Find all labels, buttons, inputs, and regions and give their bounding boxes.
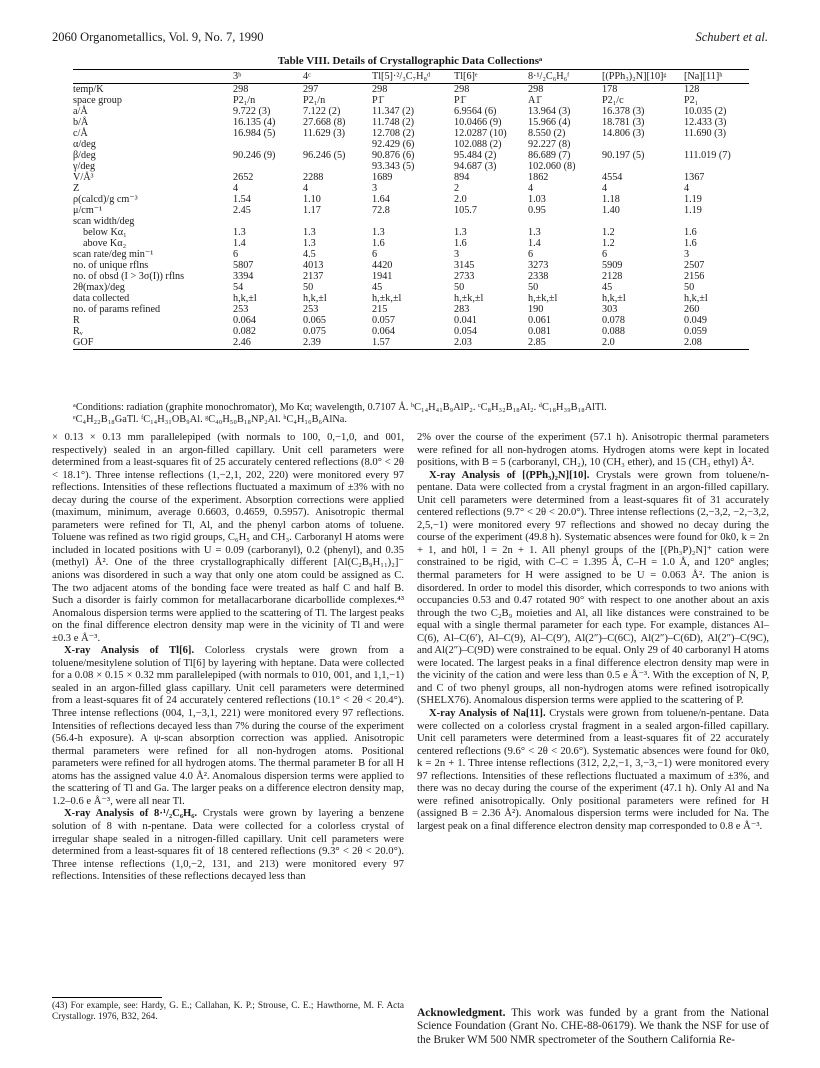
left-column <box>52 432 404 884</box>
table-cell: 1.03 <box>528 194 546 205</box>
table-cell: 303 <box>602 304 618 315</box>
table-cell: 16.378 (3) <box>602 106 645 117</box>
table-cell: 178 <box>602 84 618 95</box>
table-cell: h,k,±l <box>303 293 327 304</box>
table-cell <box>366 216 448 227</box>
table-cell: 190 <box>528 304 544 315</box>
table-cell: 3145 <box>454 260 475 271</box>
table-cell: 1.3 <box>303 238 316 249</box>
table-cell: 54 <box>233 282 244 293</box>
table-cell: 13.964 (3) <box>528 106 571 117</box>
table-cell <box>678 139 749 150</box>
table-cell: h,k,±l <box>233 293 257 304</box>
row-label: μ/cm⁻¹ <box>73 205 103 216</box>
table-cell: 50 <box>528 282 539 293</box>
table-cell: 1.4 <box>233 238 246 249</box>
table-cell: 10.0466 (9) <box>454 117 502 128</box>
table-cell: 0.049 <box>684 315 707 326</box>
row-label: GOF <box>73 337 227 350</box>
table-row <box>73 117 749 128</box>
table-cell: 1.54 <box>233 194 251 205</box>
table-cell <box>297 216 366 227</box>
table-cell: 0.075 <box>303 326 326 337</box>
table-cell: 93.343 (5) <box>372 161 415 172</box>
row-label: scan width/deg <box>73 216 135 227</box>
table-cell: 94.687 (3) <box>454 161 497 172</box>
table-cell: 90.246 (9) <box>233 150 276 161</box>
paragraph <box>417 708 769 833</box>
table-cell: 50 <box>684 282 695 293</box>
table-cell: 2.46 <box>227 337 297 350</box>
table-cell: 45 <box>372 282 383 293</box>
acknowledgment-heading: Acknowledgment. <box>417 1007 506 1019</box>
table-cell: 6.9564 (6) <box>454 106 497 117</box>
table-cell: 4554 <box>602 172 623 183</box>
table-cell: 2.45 <box>233 205 251 216</box>
table-cell: 1.57 <box>366 337 448 350</box>
table-row <box>73 293 749 304</box>
table-cell: 16.984 (5) <box>233 128 276 139</box>
table-cell: 4.5 <box>303 249 316 260</box>
table-cell: 298 <box>528 84 544 95</box>
table-cell: 0.081 <box>528 326 551 337</box>
table-row <box>73 161 749 172</box>
table-cell: 4 <box>684 183 690 194</box>
table-cell: 2.08 <box>678 337 749 350</box>
table-footnote-line: ᵉC₄H₂₂B₁₈GaTl. ᶠC₁₄H₃₁OB₉Al. ᵍC₄₀H₅₀B₁₈NP₂Al. ʰC₄H₁₆B₆AlNa. <box>73 414 347 425</box>
table-cell: 2.0 <box>454 194 467 205</box>
table-cell: 2 <box>454 183 460 194</box>
row-label: temp/K <box>73 84 104 95</box>
table-row <box>73 106 749 117</box>
section-heading: X-ray Analysis of [(PPh₃)₂N][10]. <box>429 469 590 481</box>
table-cell: 27.668 (8) <box>303 117 346 128</box>
table-cell: 2288 <box>303 172 324 183</box>
table-cell: 105.7 <box>454 205 477 216</box>
table-cell: 1862 <box>528 172 549 183</box>
row-label: Z <box>73 183 80 194</box>
table-cell <box>522 216 596 227</box>
paragraph <box>52 645 404 808</box>
table-cell: 298 <box>372 84 388 95</box>
table-cell: 102.060 (8) <box>528 161 576 172</box>
table-cell: 1.3 <box>454 227 467 238</box>
table-cell: 894 <box>454 172 470 183</box>
table-cell: 1.18 <box>602 194 620 205</box>
table-cell: 95.484 (2) <box>454 150 497 161</box>
reference-footnote: (43) For example, see: Hardy, G. E.; Callahan, K. P.; Strouse, C. E.; Hawthorne, M. F. Acta Crystallogr. 1976, B32, 264. <box>52 1001 404 1022</box>
table-cell: 6 <box>602 249 608 260</box>
table-row <box>73 227 749 238</box>
table-row <box>73 326 749 337</box>
table-cell: 3273 <box>528 260 549 271</box>
table-cell: 297 <box>303 84 319 95</box>
table-cell: 1.4 <box>528 238 541 249</box>
table-cell <box>596 216 678 227</box>
table-row <box>73 172 749 183</box>
table-cell: 128 <box>684 84 700 95</box>
table-column-header: 3ᵇ <box>227 70 297 84</box>
table-cell: 1.17 <box>303 205 321 216</box>
table-cell <box>448 216 522 227</box>
table-cell: 5807 <box>233 260 254 271</box>
table-cell: 4 <box>528 183 534 194</box>
table-column-header: [Na][11]ʰ <box>678 70 749 84</box>
table-column-header: [(PPh₃)₂N][10]ᵍ <box>596 70 678 84</box>
row-label: scan rate/deg min⁻¹ <box>73 249 154 260</box>
table-cell <box>297 161 366 172</box>
table-cell: 253 <box>303 304 319 315</box>
table-cell: 6 <box>528 249 534 260</box>
table-cell: 2733 <box>454 271 475 282</box>
table-cell: h,±k,±l <box>528 293 558 304</box>
acknowledgment-text: This work was funded by a grant from the National Science Foundation (Grant No. CHE-88-06179). We thank the NSF for use of the Bruker WM 500 NMR spectrometer of the Southern California Re- <box>417 1007 769 1046</box>
table-row <box>73 205 749 216</box>
table-cell: h,k,±l <box>602 293 626 304</box>
table-cell: 9.722 (3) <box>233 106 271 117</box>
table-row <box>73 150 749 161</box>
table-cell: 1.10 <box>303 194 321 205</box>
table-cell: 6 <box>233 249 239 260</box>
table-cell <box>227 139 297 150</box>
table-row <box>73 271 749 282</box>
table-cell: 86.689 (7) <box>528 150 571 161</box>
section-heading: X-ray Analysis of Na[11]. <box>429 708 546 720</box>
table-cell: 4 <box>233 183 239 194</box>
table-cell: 0.057 <box>372 315 395 326</box>
table-cell: 4013 <box>303 260 324 271</box>
table-header-corner <box>73 70 227 84</box>
table-cell: 0.064 <box>233 315 256 326</box>
table-row <box>73 282 749 293</box>
table-cell: h,±k,±l <box>372 293 402 304</box>
row-label: γ/deg <box>73 161 96 172</box>
table-cell: 15.966 (4) <box>528 117 571 128</box>
table-cell: 12.0287 (10) <box>454 128 507 139</box>
row-label: α/deg <box>73 139 96 150</box>
section-heading: X-ray Analysis of Tl[6]. <box>64 645 195 657</box>
row-label: c/Å <box>73 128 88 139</box>
table-row <box>73 84 749 96</box>
paragraph: × 0.13 × 0.13 mm parallelepiped (with normals to 100, 0,−1,0, and 001, respectively) sealed in an argon-filled capillary. Unit cell parameters were determined from a least-squares fit of 25 accurately centered reflections (8.0° < 2θ < 18.1°). Three intense reflections (1,−2,1, 202, 220) were monitored every 97 reflections. Intensities of these reflections fluctuated a maximum of ±3% with no decay during the course of the experiment. Absorption corrections were applied (maximum, minimum, average 0.6603, 0.4659, 0.5957). Anisotropic thermal parameters were refined for Tl, Al, and the phenyl carbon atoms of toluene. Toluene was refined as two rigid groups, C₆H₅ and CH₃. Carboranyl H atoms were included in located positions with U = 0.09 (carboranyl), 0.2 (phenyl), and 0.35 (methyl) Å². One of the three crystallographically different [Al(C₂B₉H₁₁)₂]⁻ anions was disordered in such a way that only one atom could be assigned as C. The two adjacent atoms of the bonding face were treated as half C and half B. Such a disorder is fairly common for metallacarborane dicarbollide complexes.⁴³ Anomalous dispersion terms were applied to the scattering of Tl. The largest peaks on the final difference electron density map were in the vicinity of Tl and were ±0.3 e Å⁻³. <box>52 432 404 644</box>
table-cell: 3 <box>372 183 378 194</box>
table-cell: A1̄ <box>528 95 541 106</box>
table-cell: 1.3 <box>528 227 541 238</box>
table-column-header: Tl[6]ᵉ <box>448 70 522 84</box>
table-title: Table VIII. Details of Crystallographic Data Collectionsᵃ <box>277 55 543 67</box>
table-column-header: 4ᶜ <box>297 70 366 84</box>
paragraph-text: Crystals were grown from toluene/n-pentane. Data were collected from a crystal fragment in an argon-filled capillary. Unit cell parameters were determined from a least-squares fit of 31 accurately centered reflections (9.7° < 2θ < 20.0°). Three intense reflections (2,−3,2, −2,−3,2, 2,5,−1) were monitored every 97 reflections and showed no decay during the course of the experiment (49.8 h). Systematic absences were found for 0k0, k = 2n + 1, and h0l, l = 2n + 1. All phenyl groups of the [(Ph₃P)₂N]⁺ cation were constrained to be rigid, with C–C = 1.395 Å, C–H = 1.0 Å, and 120° angles; thermal parameters for H were assigned to be U = 0.063 Å². The anion is disordered. In order to model this disorder, which corresponds to two anions with occupancies 0.53 and 0.47 rotated 90° with respect to one another about an axis through the two C₂B₉ moieties and Al, all like distances were constrained to be equal with a single thermal parameter for each type. For example, distances Al–C(6), Al–C(6′), Al–C(9), Al–C(9′), Al(2″)–C(6C), Al(2″)–C(6D), Al(2″)–C(9C), and Al(2″)–C(9D) were constrained to be equal. Only 29 of 40 carboranyl H atoms were located. The largest peaks in a final difference electron density map were in the vicinity of the cation and were less than 0.5 e Å⁻³. With the exception of N, P, and C of two phenyl groups, all non-hydrogen atoms were refined isotropically (SHELX76). Anomalous dispersion terms were applied to the scattering of P. <box>417 469 769 707</box>
row-label: ρ(calcd)/g cm⁻³ <box>73 194 138 205</box>
table-cell: 2.03 <box>448 337 522 350</box>
table-cell: 1.3 <box>303 227 316 238</box>
table-cell: 92.227 (8) <box>528 139 571 150</box>
table-cell: 0.065 <box>303 315 326 326</box>
table-cell: P2₁/c <box>602 95 624 106</box>
table-cell: 14.806 (3) <box>602 128 645 139</box>
table-cell: 1.19 <box>684 194 702 205</box>
table-cell: 0.059 <box>684 326 707 337</box>
table-cell: P1̄ <box>372 95 383 106</box>
table-row <box>73 139 749 150</box>
table-header-row <box>73 70 749 84</box>
table-cell: 3394 <box>233 271 254 282</box>
table-cell: 0.95 <box>528 205 546 216</box>
crystallographic-table <box>73 69 749 350</box>
table-cell: 16.135 (4) <box>233 117 276 128</box>
row-label: a/Å <box>73 106 88 117</box>
table-cell: 1941 <box>372 271 393 282</box>
row-label: 2θ(max)/deg <box>73 282 125 293</box>
table-row <box>73 304 749 315</box>
table-cell: 12.433 (3) <box>684 117 727 128</box>
table-row <box>73 128 749 139</box>
table-cell: 12.708 (2) <box>372 128 415 139</box>
table-cell: 2156 <box>684 271 705 282</box>
table-row <box>73 315 749 326</box>
table-cell <box>596 139 678 150</box>
table-cell: 1.19 <box>684 205 702 216</box>
table-cell: 45 <box>602 282 613 293</box>
table-row <box>73 337 749 350</box>
table-cell: 0.064 <box>372 326 395 337</box>
paragraph-text: Crystals were grown from toluene/n-pentane. Data were collected on a colorless crystal fragment in a sealed argon-filled capillary. Unit cell parameters were determined from a least-squares fit of 22 accurately centered reflections (9.6° < 2θ < 20.6°). Systematic absences were found for 0k0, k = 2n + 1. Three intense reflections (312, 2,2,−1, 3,−3,−1) were monitored every 97 reflections. Intensities of these reflections fluctuated a maximum of ±3%, and there was no decay during the course of the experiment (47.1 h). Only Al and Na were refined anisotropically. Only positional parameters were refined for H (assigned B = 2.36 Å²). Anomalous dispersion terms were included for Na. The largest peak on a final difference electron density map corresponded to 0.8 e Å⁻³. <box>417 708 769 832</box>
running-header <box>52 30 768 48</box>
table-cell: 1.6 <box>372 238 385 249</box>
table-cell: 4 <box>602 183 608 194</box>
table-row <box>73 95 749 106</box>
table-cell: 2507 <box>684 260 705 271</box>
table-cell: 111.019 (7) <box>684 150 731 161</box>
table-cell: 215 <box>372 304 388 315</box>
table-column-header: Tl[5]·²/₃C₇H₈ᵈ <box>366 70 448 84</box>
table-cell: P2₁/n <box>233 95 256 106</box>
table-cell: 2.0 <box>596 337 678 350</box>
table-cell: 1.2 <box>602 227 615 238</box>
table-cell: 4420 <box>372 260 393 271</box>
table-cell: 1.40 <box>602 205 620 216</box>
table-footnotes <box>73 402 749 426</box>
table-cell: 0.082 <box>233 326 256 337</box>
table-cell: 50 <box>454 282 465 293</box>
table-cell: h,k,±l <box>684 293 708 304</box>
table-cell <box>678 216 749 227</box>
table-cell <box>227 216 297 227</box>
table-cell: P2₁/n <box>303 95 326 106</box>
table-cell: 11.347 (2) <box>372 106 415 117</box>
section-heading: X-ray Analysis of 8·¹/₂C₆H₆. <box>64 808 198 820</box>
journal-citation: 2060 Organometallics, Vol. 9, No. 7, 1990 <box>52 30 264 44</box>
row-label: space group <box>73 95 122 106</box>
table-cell: 2.85 <box>522 337 596 350</box>
table-row <box>73 260 749 271</box>
table-cell: 11.629 (3) <box>303 128 346 139</box>
paragraph: 2% over the course of the experiment (57.1 h). Anisotropic thermal parameters were refined for all non-hydrogen atoms. Hydrogen atoms were kept in located positions, with B = 5 (carboranyl, CH₂), 10 (CH₃ ether), and 15 (CH₃ ethyl) Å². <box>417 432 769 469</box>
table-row <box>73 194 749 205</box>
table-cell: 96.246 (5) <box>303 150 346 161</box>
table-cell: 298 <box>233 84 249 95</box>
table-cell: 1.6 <box>454 238 467 249</box>
table-cell: 3 <box>454 249 460 260</box>
row-label: β/deg <box>73 150 96 161</box>
table-cell: 1367 <box>684 172 705 183</box>
table-cell: 6 <box>372 249 378 260</box>
table-cell: 0.061 <box>528 315 551 326</box>
table-cell: 0.054 <box>454 326 477 337</box>
table-row <box>73 216 749 227</box>
paragraph <box>52 808 404 883</box>
table-cell: 11.690 (3) <box>684 128 727 139</box>
table-cell: 1.3 <box>233 227 246 238</box>
table-cell: P2₁ <box>684 95 699 106</box>
table-cell <box>297 139 366 150</box>
table-cell: 1.64 <box>372 194 390 205</box>
row-label: above Kα₂ <box>83 238 127 249</box>
footnote-rule <box>52 997 162 998</box>
table-row <box>73 249 749 260</box>
table-cell: 10.035 (2) <box>684 106 727 117</box>
paragraph <box>417 470 769 708</box>
acknowledgment <box>417 1007 769 1047</box>
table-cell: 2128 <box>602 271 623 282</box>
table-row <box>73 238 749 249</box>
table-cell: 1.2 <box>602 238 615 249</box>
table-cell: 253 <box>233 304 249 315</box>
table-cell: 18.781 (3) <box>602 117 645 128</box>
table-cell: 0.078 <box>602 315 625 326</box>
table-cell: 1689 <box>372 172 393 183</box>
table-column-header: 8·¹/₂C₆H₆ᶠ <box>522 70 596 84</box>
table-cell: 7.122 (2) <box>303 106 341 117</box>
table-body <box>73 84 749 350</box>
table-cell: 283 <box>454 304 470 315</box>
table-cell: 102.088 (2) <box>454 139 502 150</box>
row-label: no. of obsd (I > 3σ(I)) rflns <box>73 271 185 282</box>
table-cell: 50 <box>303 282 314 293</box>
data-table <box>73 69 749 350</box>
table-cell <box>227 161 297 172</box>
row-label: below Kα₁ <box>83 227 127 238</box>
table-cell: 2137 <box>303 271 324 282</box>
table-cell <box>678 161 749 172</box>
paragraph-text: Crystals were grown by layering a benzene solution of 8 with n-pentane. Data were collected for a colorless crystal of irregular shape sealed in a nitrogen-filled capillary. Unit cell parameters were determined from a least-squares fit of 18 centered reflections (9.3° < 2θ < 20.0°). Three intense reflections (1,0,−2, 131, and 213) were monitored every 97 reflections. Intensities of these reflections decayed less than <box>52 808 404 883</box>
table-cell: 1.6 <box>684 227 697 238</box>
table-cell: 72.8 <box>372 205 390 216</box>
table-cell: 298 <box>454 84 470 95</box>
table-cell: 0.088 <box>602 326 625 337</box>
row-label: R <box>73 315 80 326</box>
table-cell: 2.39 <box>297 337 366 350</box>
row-label: data collected <box>73 293 130 304</box>
table-cell: 0.041 <box>454 315 477 326</box>
row-label: Rᵥ <box>73 326 83 337</box>
table-cell: 1.3 <box>372 227 385 238</box>
table-cell: 1.6 <box>684 238 697 249</box>
table-cell: 90.197 (5) <box>602 150 645 161</box>
table-cell: 5909 <box>602 260 623 271</box>
table-cell: 2338 <box>528 271 549 282</box>
table-footnote-line: ᵃConditions: radiation (graphite monochromator), Mo Kα; wavelength, 0.7107 Å. ᵇC₁₄H₄₁B₉AlP₂. ᶜC₈H₃₂B₁₈Al₂. ᵈC₁₈H₃₉B₁₈AlTl. <box>73 402 607 413</box>
table-cell: 2652 <box>233 172 254 183</box>
table-cell: 8.550 (2) <box>528 128 566 139</box>
row-label: no. of unique rflns <box>73 260 149 271</box>
table-cell: h,±k,±l <box>454 293 484 304</box>
row-label: b/Å <box>73 117 89 128</box>
table-cell: 11.748 (2) <box>372 117 415 128</box>
table-cell: 90.876 (6) <box>372 150 415 161</box>
table-cell: 3 <box>684 249 690 260</box>
table-cell: 92.429 (6) <box>372 139 415 150</box>
author-running-head: Schubert et al. <box>695 30 768 44</box>
table-row <box>73 183 749 194</box>
table-cell <box>596 161 678 172</box>
table-cell: P1̄ <box>454 95 465 106</box>
table-cell: 4 <box>303 183 309 194</box>
row-label: V/Å³ <box>73 172 94 183</box>
right-column <box>417 432 769 834</box>
row-label: no. of params refined <box>73 304 161 315</box>
paragraph-text: Colorless crystals were grown from a toluene/mesitylene solution of Tl[6] by layering with heptane. Data were collected for a 0.08 × 0.15 × 0.32 mm parallelepiped (with normals to 010, 001, and 1,1,−1) sealed in an argon-filled glass capillary. Unit cell parameters were determined from a least-squares fit of 24 accurately centered reflections (10.1° < 2θ < 20.4°). Three intense reflections (004, 1,−3,1, 221) were monitored every 97 reflections. Intensities of reflections decayed less than 7% during the course of the experiment (56.4-h exposure). A ψ-scan absorption correction was applied. Anisotropic thermal parameters were refined for all non-hydrogen atoms. Positional parameters were refined for all hydrogen atoms. The thermal parameter B for all H atoms has the assigned value 4.0 Å². Anomalous dispersion terms were applied to the scattering of Tl and Ga. The larger peaks on a difference electron density map, 1.2–0.6 e Å⁻³, were all near Tl. <box>52 645 404 807</box>
table-cell: 260 <box>684 304 700 315</box>
